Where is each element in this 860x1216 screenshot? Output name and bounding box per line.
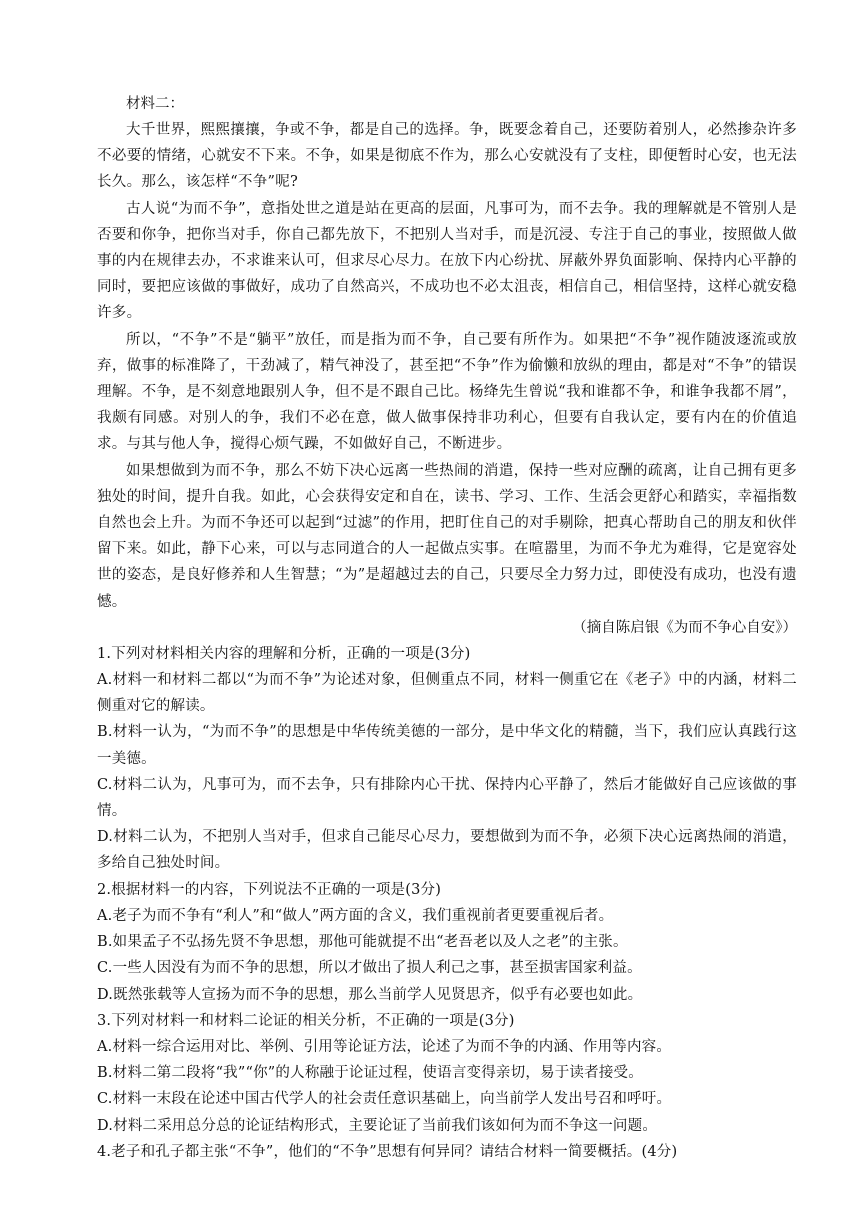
question-option-c: C.材料二认为，凡事可为，而不去争，只有排除内心干扰、保持内心平静了，然后才能做好自己应该做的事情。 xyxy=(97,776,797,820)
document-page xyxy=(97,91,797,1165)
question-stem: 2.根据材料一的内容，下列说法不正确的一项是(3分) xyxy=(97,881,442,898)
material-paragraph: 大千世界，熙熙攘攘，争或不争，都是自己的选择。争，既要念着自己，还要防着别人，必然掺杂许多不必要的情绪，心就安不下来。不争，如果是彻底不作为，那么心安就没有了支柱，即便暂时心安，也无法长久。那么，该怎样“不争”呢? xyxy=(97,122,797,191)
question-list xyxy=(97,641,797,1165)
question-option-d: D.既然张载等人宣扬为而不争的思想，那么当前学人见贤思齐，似乎有必要也如此。 xyxy=(97,986,643,1003)
material-source: （摘自陈启银《为而不争心自安》） xyxy=(572,619,797,636)
question-option-b: B.材料二第二段将“我”“你”的人称融于论证过程，使语言变得亲切，易于读者接受。 xyxy=(97,1065,643,1082)
question-option-b: B.材料一认为，“为而不争”的思想是中华传统美德的一部分，是中华文化的精髓，当下，我们应认真践行这一美德。 xyxy=(97,724,797,767)
question-option-c: C.材料一末段在论述中国古代学人的社会责任意识基础上，向当前学人发出号召和呼吁。 xyxy=(97,1091,672,1108)
question-option-a: A.材料一和材料二都以“为而不争”为论述对象，但侧重点不同，材料一侧重它在《老子》中的内涵，材料二侧重对它的解读。 xyxy=(97,672,797,715)
question-4 xyxy=(97,1139,797,1165)
question-stem: 3.下列对材料一和材料二论证的相关分析，不正确的一项是(3分) xyxy=(97,1012,515,1029)
question-option-d: D.材料二认为，不把别人当对手，但求自己能尽心尽力，要想做到为而不争，必须下决心远离热闹的消遣，多给自己独处时间。 xyxy=(97,829,797,872)
question-3 xyxy=(97,1008,797,1139)
question-option-a: A.材料一综合运用对比、举例、引用等论证方法，论述了为而不争的内涵、作用等内容。 xyxy=(97,1038,672,1055)
question-stem: 1.下列对材料相关内容的理解和分析，正确的一项是(3分) xyxy=(97,645,471,662)
question-option-d: D.材料二采用总分总的论证结构形式，主要论证了当前我们该如何为而不争这一问题。 xyxy=(97,1117,658,1134)
material-body xyxy=(97,117,797,615)
material-heading: 材料二： xyxy=(126,96,184,112)
question-1 xyxy=(97,641,797,877)
material-paragraph: 如果想做到为而不争，那么不妨下决心远离一些热闹的消遣，保持一些对应酬的疏离，让自己拥有更多独处的时间，提升自我。如此，心会获得安定和自在，读书、学习、工作、生活会更舒心和踏实，幸福指数自然也会上升。为而不争还可以起到“过滤”的作用，把盯住自己的对手剔除，把真心帮助自己的朋友和伙伴留下来。如此，静下心来，可以与志同道合的人一起做点实事。在喧嚣里，为而不争尤为难得，它是宽容处世的姿态，是良好修养和人生智慧；“为”是超越过去的自己，只要尽全力努力过，即使没有成功，也没有遗憾。 xyxy=(97,462,797,610)
question-2 xyxy=(97,877,797,1008)
question-stem: 4.老子和孔子都主张“不争”，他们的“不争”思想有何异同？请结合材料一简要概括。(4分) xyxy=(97,1143,678,1160)
question-option-b: B.如果孟子不弘扬先贤不争思想，那他可能就提不出“老吾老以及人之老”的主张。 xyxy=(97,934,628,951)
material-paragraph: 古人说“为而不争”，意指处世之道是站在更高的层面，凡事可为，而不去争。我的理解就是不管别人是否要和你争，把你当对手，你自己都先放下，不把别人当对手，而是沉浸、专注于自己的事业，按照做人做事的内在规律去办，不求谁来认可，但求尽心尽力。在放下内心纷扰、屏蔽外界负面影响、保持内心平静的同时，要把应该做的事做好，成功了自然高兴，不成功也不必太沮丧，相信自己，相信坚持，这样心就安稳许多。 xyxy=(97,200,797,322)
question-option-a: A.老子为而不争有“利人”和“做人”两方面的含义，我们重视前者更要重视后者。 xyxy=(97,907,614,924)
material-paragraph: 所以，“不争”不是“躺平”放任，而是指为而不争，自己要有所作为。如果把“不争”视作随波逐流或放弃，做事的标准降了，干劲减了，精气神没了，甚至把“不争”作为偷懒和放纵的理由，都是对“不争”的错误理解。不争，是不刻意地跟别人争，但不是不跟自己比。杨绛先生曾说“我和谁都不争，和谁争我都不屑”，我颇有同感。对别人的争，我们不必在意，做人做事保持非功利心，但要有自我认定，要有内在的价值追求。与其与他人争，搅得心烦气躁，不如做好自己，不断进步。 xyxy=(97,331,797,453)
question-option-c: C.一些人因没有为而不争的思想，所以才做出了损人利己之事，甚至损害国家利益。 xyxy=(97,960,642,977)
